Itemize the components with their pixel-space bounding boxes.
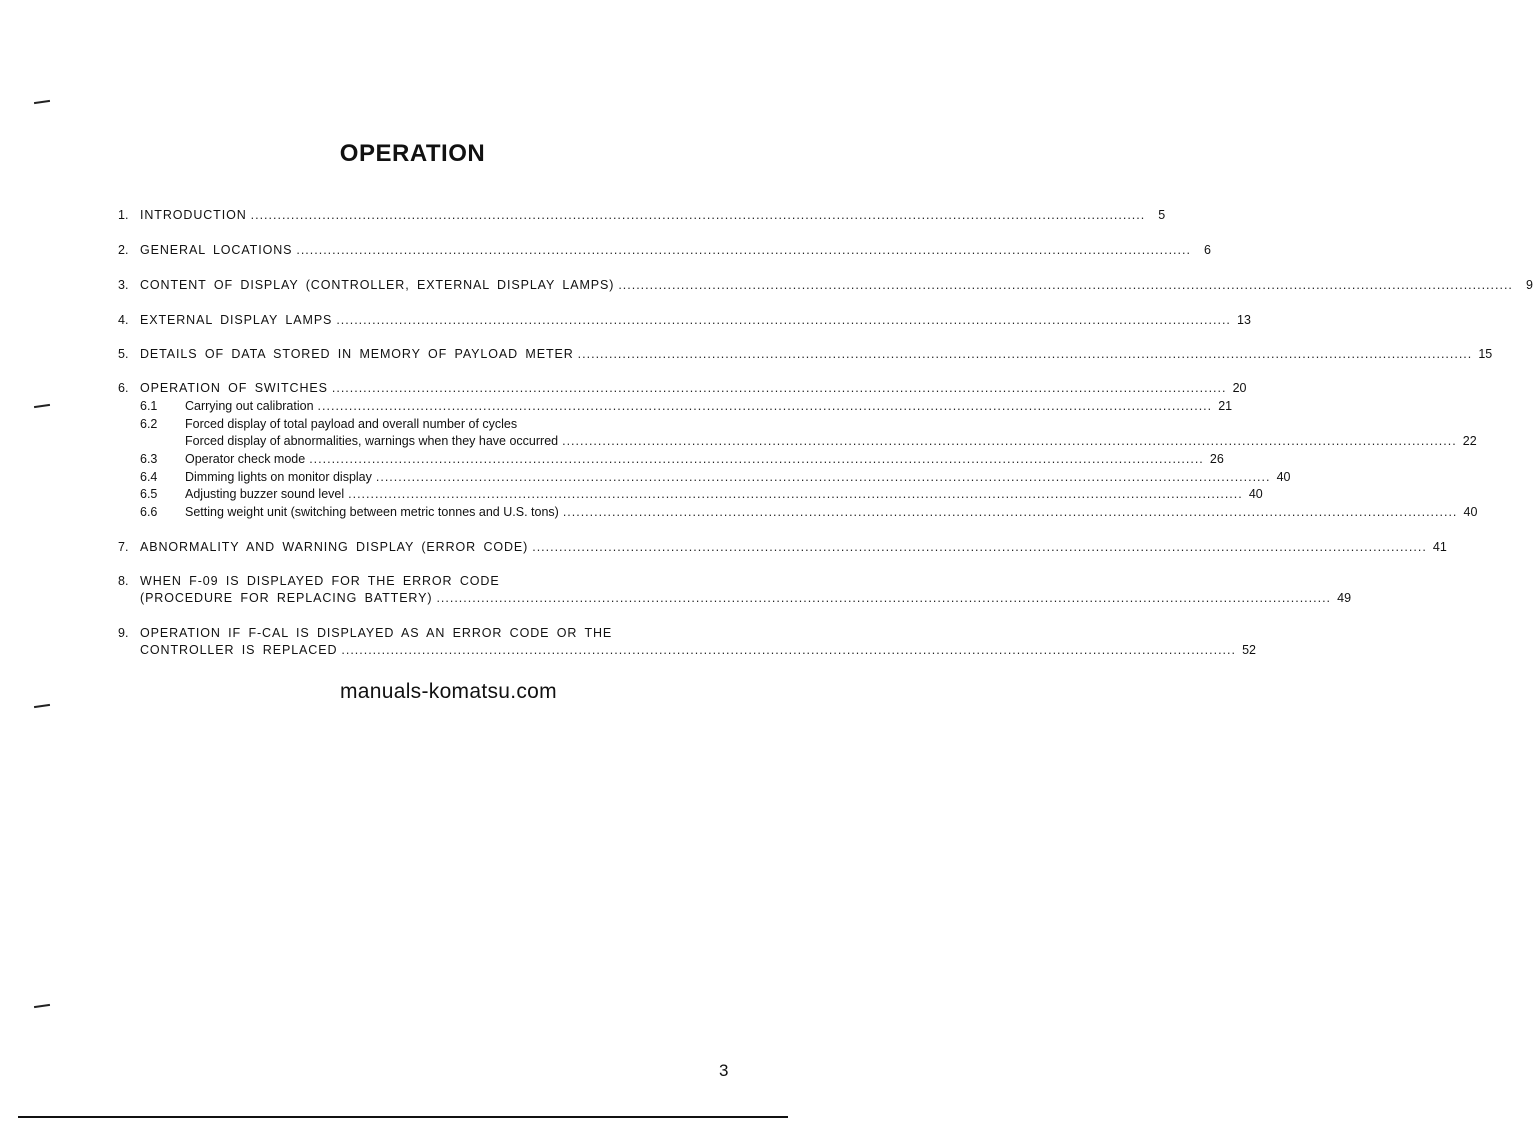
toc-entry-number: 6.3: [140, 452, 158, 466]
toc-entry-number: 9.: [118, 626, 129, 640]
bottom-rule: [18, 1116, 788, 1118]
toc-entry[interactable]: [140, 469, 1291, 485]
dot-leader: ........................................................................................................................................................................................................: [532, 540, 1427, 554]
toc-entry[interactable]: [118, 312, 1251, 328]
toc-entry-page: 40: [1248, 487, 1263, 501]
watermark: manuals-komatsu.com: [340, 680, 557, 703]
toc-entry-number: 1.: [118, 208, 129, 222]
toc-entry[interactable]: [118, 539, 1447, 555]
toc-entry-title: (PROCEDURE FOR REPLACING BATTERY): [140, 591, 433, 605]
dot-leader: ........................................................................................................................................................................................................: [250, 208, 1146, 222]
toc-entry-number: 6.1: [140, 399, 158, 413]
toc-entry[interactable]: [118, 346, 1493, 362]
toc-entry-page: 41: [1432, 540, 1447, 554]
toc-entry[interactable]: [118, 625, 706, 641]
dot-leader: ........................................................................................................................................................................................................: [562, 505, 1458, 519]
toc-entry-title: INTRODUCTION: [140, 208, 247, 222]
toc-entry-number: 4.: [118, 313, 129, 327]
dot-leader: ........................................................................................................................................................................................................: [375, 470, 1271, 484]
toc-entry-page: 5: [1158, 208, 1166, 222]
margin-mark: [34, 1004, 50, 1008]
toc-entry[interactable]: [118, 642, 1256, 658]
toc-entry[interactable]: [118, 242, 1211, 258]
toc-entry-title: EXTERNAL DISPLAY LAMPS: [140, 313, 333, 327]
toc-entry-number: 6.6: [140, 505, 158, 519]
toc-entry-title: Forced display of abnormalities, warnings when they have occurred: [185, 434, 559, 448]
toc-entry[interactable]: [118, 207, 1166, 223]
toc-entry[interactable]: [118, 590, 1352, 606]
toc-entry[interactable]: [140, 433, 1477, 449]
toc-entry-title: DETAILS OF DATA STORED IN MEMORY OF PAYLOAD METER: [140, 347, 574, 361]
toc-entry-page: 9: [1525, 278, 1533, 292]
toc-entry-number: 2.: [118, 243, 129, 257]
toc-entry-page: 15: [1478, 347, 1493, 361]
dot-leader: ........................................................................................................................................................................................................: [618, 278, 1513, 292]
dot-leader: ........................................................................................................................................................................................................: [562, 434, 1457, 448]
toc-entry[interactable]: [118, 277, 1533, 293]
margin-mark: [34, 100, 50, 104]
toc-entry-title: Dimming lights on monitor display: [185, 470, 372, 484]
toc-entry-page: 52: [1242, 643, 1256, 657]
toc-entry-title: Adjusting buzzer sound level: [185, 487, 345, 501]
toc-entry-title: OPERATION IF F-CAL IS DISPLAYED AS AN ERROR CODE OR THE: [140, 626, 613, 640]
toc-entry-page: 13: [1237, 313, 1251, 327]
toc-entry[interactable]: [140, 486, 1263, 502]
toc-entry-title: Operator check mode: [185, 452, 306, 466]
toc-entry-number: 6.: [118, 381, 129, 395]
margin-mark: [34, 704, 50, 708]
toc-entry-title: Forced display of total payload and overall number of cycles: [185, 417, 518, 431]
dot-leader: ........................................................................................................................................................................................................: [577, 347, 1473, 361]
dot-leader: ........................................................................................................................................................................................................: [348, 487, 1243, 501]
toc-entry-number: 6.4: [140, 470, 158, 484]
toc-entry[interactable]: [140, 504, 1478, 520]
toc-entry[interactable]: [140, 451, 1224, 467]
toc-entry-number: 3.: [118, 278, 129, 292]
margin-mark: [34, 404, 50, 408]
toc-entry-number: 6.5: [140, 487, 158, 501]
toc-entry-title: WHEN F-09 IS DISPLAYED FOR THE ERROR CODE: [140, 574, 500, 588]
dot-leader: ........................................................................................................................................................................................................: [317, 399, 1213, 413]
toc-entry[interactable]: [140, 398, 1233, 414]
page-title: OPERATION: [339, 140, 486, 167]
dot-leader: ........................................................................................................................................................................................................: [341, 643, 1236, 657]
toc-entry-title: Carrying out calibration: [185, 399, 314, 413]
dot-leader: ........................................................................................................................................................................................................: [309, 452, 1204, 466]
toc-entry-page: 20: [1232, 381, 1247, 395]
dot-leader: ........................................................................................................................................................................................................: [336, 313, 1231, 327]
dot-leader: ........................................................................................................................................................................................................: [296, 243, 1191, 257]
toc-entry-page: 40: [1463, 505, 1478, 519]
toc-entry[interactable]: [118, 573, 706, 589]
toc-entry-title: CONTROLLER IS REPLACED: [140, 643, 338, 657]
toc-entry-number: 6.2: [140, 417, 158, 431]
toc-entry-title: Setting weight unit (switching between metric tonnes and U.S. tons): [185, 505, 559, 519]
toc-entry-title: GENERAL LOCATIONS: [140, 243, 293, 257]
toc-entry-page: 40: [1276, 470, 1291, 484]
toc-entry-page: 6: [1204, 243, 1211, 257]
toc-entry-title: CONTENT OF DISPLAY (CONTROLLER, EXTERNAL DISPLAY LAMPS): [140, 278, 615, 292]
toc-entry[interactable]: [118, 380, 1247, 396]
dot-leader: ........................................................................................................................................................................................................: [331, 381, 1227, 395]
toc-entry-page: 49: [1337, 591, 1352, 605]
dot-leader: ........................................................................................................................................................................................................: [436, 591, 1332, 605]
toc-entry-number: 5.: [118, 347, 129, 361]
toc-entry[interactable]: [140, 416, 706, 432]
toc-entry-number: 8.: [118, 574, 129, 588]
toc-entry-page: 26: [1209, 452, 1224, 466]
toc-entry-title: ABNORMALITY AND WARNING DISPLAY (ERROR CODE): [140, 540, 529, 554]
toc-entry-page: 22: [1462, 434, 1477, 448]
page-number: 3: [719, 1061, 729, 1080]
toc-entry-number: 7.: [118, 540, 129, 554]
toc-entry-page: 21: [1218, 399, 1233, 413]
toc-entry-title: OPERATION OF SWITCHES: [140, 381, 328, 395]
